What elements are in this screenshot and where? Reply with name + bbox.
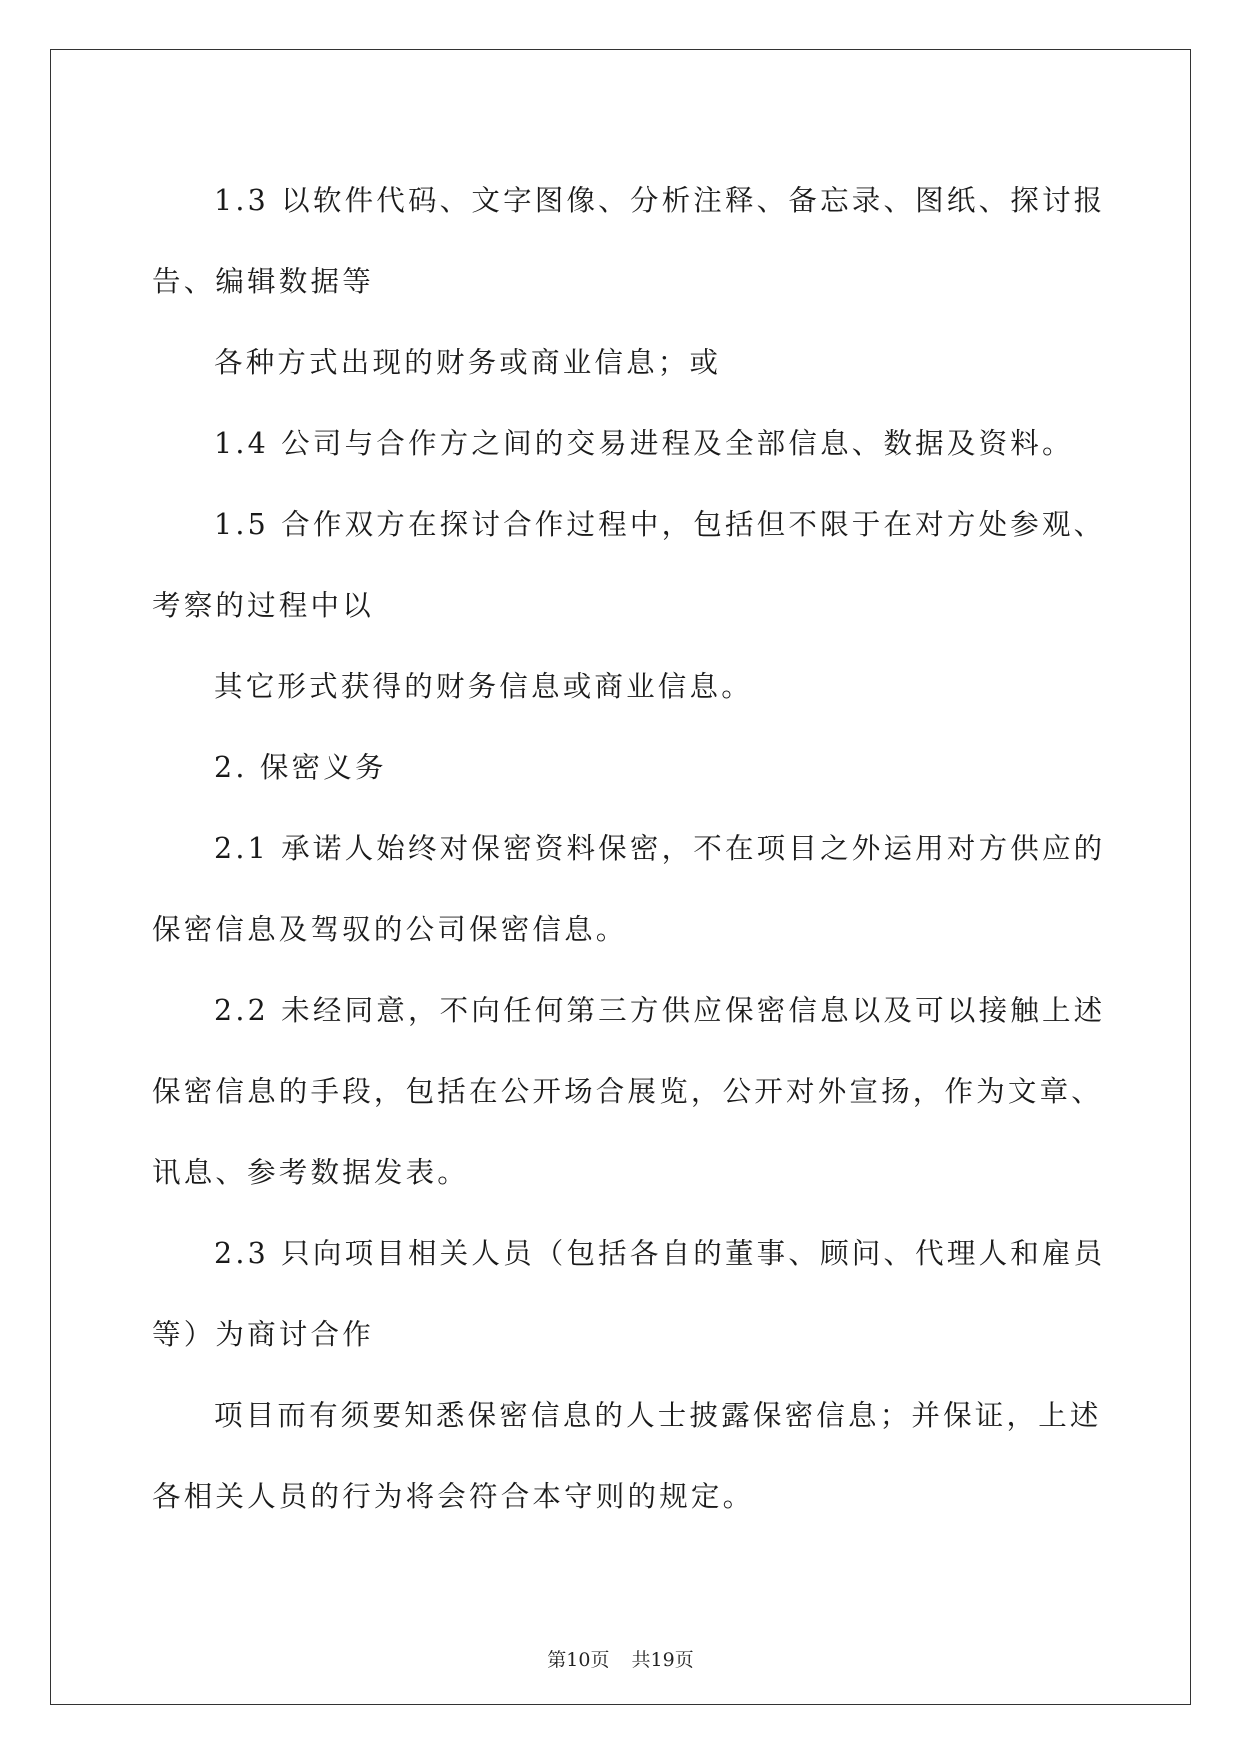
paragraph-line: 讯息、参考数据发表。: [152, 1156, 470, 1189]
page-suffix: 页: [590, 1649, 610, 1671]
paragraph-line: 2.2 未经同意，不向任何第三方供应保密信息以及可以接触上述: [214, 994, 1106, 1027]
current-page-number: 10: [566, 1649, 591, 1671]
total-suffix: 页: [674, 1649, 694, 1671]
paragraph-line: 1.3 以软件代码、文字图像、分析注释、备忘录、图纸、探讨报: [214, 184, 1106, 217]
total-pages-number: 19: [650, 1649, 675, 1671]
page-footer: [0, 1648, 1241, 1672]
paragraph-line: 其它形式获得的财务信息或商业信息。: [214, 670, 753, 703]
paragraph-line: 各种方式出现的财务或商业信息；或: [214, 346, 722, 379]
paragraph-line: 保密信息的手段，包括在公开场合展览，公开对外宣扬，作为文章、: [152, 1075, 1104, 1108]
paragraph-line: 2.3 只向项目相关人员（包括各自的董事、顾问、代理人和雇员: [214, 1237, 1106, 1270]
total-prefix: 共: [631, 1649, 651, 1671]
paragraph-line: 考察的过程中以: [152, 589, 374, 622]
section-heading: 2. 保密义务: [214, 751, 387, 784]
paragraph-line: 保密信息及驾驭的公司保密信息。: [152, 913, 628, 946]
paragraph-line: 2.1 承诺人始终对保密资料保密，不在项目之外运用对方供应的: [214, 832, 1106, 865]
paragraph-line: 告、编辑数据等: [152, 265, 374, 298]
paragraph-line: 1.5 合作双方在探讨合作过程中，包括但不限于在对方处参观、: [214, 508, 1106, 541]
paragraph-line: 等）为商讨合作: [152, 1318, 374, 1351]
paragraph-line: 1.4 公司与合作方之间的交易进程及全部信息、数据及资料。: [214, 427, 1074, 460]
paragraph-line: 项目而有须要知悉保密信息的人士披露保密信息；并保证，上述: [214, 1399, 1102, 1432]
document-body: [152, 160, 1106, 1537]
page-prefix: 第: [547, 1649, 567, 1671]
paragraph-line: 各相关人员的行为将会符合本守则的规定。: [152, 1480, 755, 1513]
